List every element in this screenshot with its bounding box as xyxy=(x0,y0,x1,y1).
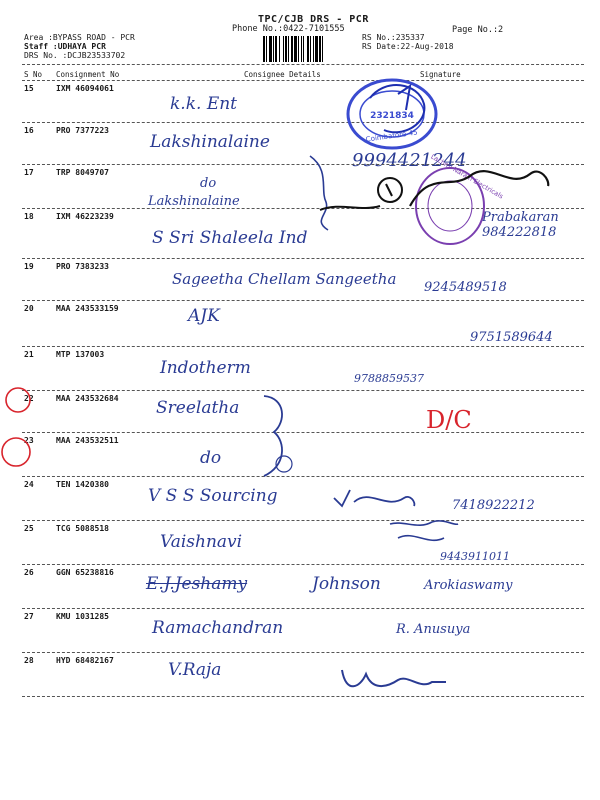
row-divider xyxy=(22,564,584,565)
row-consignment: IXM 46223239 xyxy=(56,212,114,221)
row-sno: 18 xyxy=(24,212,34,221)
row-consignment: HYD 68482167 xyxy=(56,656,114,665)
row-consignment: IXM 46094061 xyxy=(56,84,114,93)
row-sno: 24 xyxy=(24,480,34,489)
row-signature: Arokiaswamy xyxy=(424,578,513,593)
row-divider xyxy=(22,300,584,301)
row-consignee: Vaishnavi xyxy=(160,532,243,552)
barcode xyxy=(262,36,356,62)
row-sno: 23 xyxy=(24,436,34,445)
row-divider xyxy=(22,390,584,391)
row-signature: 9994421244 xyxy=(352,150,467,171)
signature-scribble xyxy=(336,664,456,698)
struck-text: E.J.Jeshamy xyxy=(146,574,248,594)
row-consignee: V.Raja xyxy=(168,660,222,680)
row-sno: 16 xyxy=(24,126,34,135)
stamp-number: 2321834 xyxy=(370,111,414,121)
row-consignee: V S S Sourcing xyxy=(148,486,278,506)
row-signature: 9443911011 xyxy=(440,550,510,563)
row-sno: 28 xyxy=(24,656,34,665)
row-consignee-repeat: Lakshinalaine xyxy=(148,194,240,209)
row-divider xyxy=(22,696,584,697)
header-rule xyxy=(22,64,584,65)
column-rule xyxy=(22,80,584,81)
report-title: TPC/CJB DRS - PCR xyxy=(258,14,369,25)
round-stamp xyxy=(340,74,448,154)
row-consignee: S Sri Shaleela Ind xyxy=(152,228,308,248)
row-consignee: k.k. Ent xyxy=(170,94,238,114)
area-label: Area :BYPASS ROAD - PCR xyxy=(24,33,135,42)
row-consignment: GGN 65238816 xyxy=(56,568,114,577)
row-consignment: TCG 5088518 xyxy=(56,524,109,533)
row-signature: 9788859537 xyxy=(354,372,424,385)
row-signature: 7418922212 xyxy=(452,498,535,513)
row-divider xyxy=(22,258,584,259)
row-consignment: PRO 7377223 xyxy=(56,126,109,135)
signature-scribble xyxy=(384,516,464,552)
row-signature: R. Anusuya xyxy=(396,622,471,637)
row-sno: 17 xyxy=(24,168,34,177)
drs-number: DRS No. :DCJB23533702 xyxy=(24,51,126,60)
phone-number: Phone No.:0422-7101555 xyxy=(232,24,345,34)
row-consignment: MAA 243532684 xyxy=(56,394,119,403)
staff-label: Staff :UDHAYA PCR xyxy=(24,42,106,51)
row-consignee: Sageetha Chellam Sangeetha xyxy=(172,270,397,288)
electricals-stamp-text: Lachmi Narain Electricals xyxy=(429,152,505,201)
row-divider xyxy=(22,346,584,347)
row-consignee: do xyxy=(200,176,217,191)
row-sno: 19 xyxy=(24,262,34,271)
brace-mark xyxy=(256,392,316,482)
row-consignee: Lakshinalaine xyxy=(150,132,270,152)
row-sno: 20 xyxy=(24,304,34,313)
row-divider xyxy=(22,520,584,521)
col-consignment: Consignment No xyxy=(56,70,120,79)
row-consignment: TRP 8049707 xyxy=(56,168,109,177)
row-consignment: MAA 243532511 xyxy=(56,436,119,445)
rs-number: RS No.:235337 xyxy=(362,33,425,42)
row-divider xyxy=(22,122,584,123)
row-sno: 21 xyxy=(24,350,34,359)
row-sno: 26 xyxy=(24,568,34,577)
row-consignee: Sreelatha xyxy=(156,398,240,418)
row-sno: 25 xyxy=(24,524,34,533)
row-divider xyxy=(22,608,584,609)
row-consignment: TEN 1420380 xyxy=(56,480,109,489)
row-sno: 27 xyxy=(24,612,34,621)
row-consignment: MTP 137003 xyxy=(56,350,105,359)
col-sno: S No xyxy=(24,70,43,79)
rs-date: RS Date:22-Aug-2018 xyxy=(362,42,454,51)
row-consignment: PRO 7383233 xyxy=(56,262,109,271)
row-signature: Prabakaran 984222818 xyxy=(482,210,559,240)
row-consignment: MAA 243533159 xyxy=(56,304,119,313)
col-signature: Signature xyxy=(420,70,461,79)
signature-scribble xyxy=(330,484,420,514)
stamp-city: Coimbatore-45 xyxy=(365,128,419,144)
row-consignee: Indotherm xyxy=(160,358,251,378)
row-signature: 9245489518 xyxy=(424,280,507,295)
row-signature: 9751589644 xyxy=(470,330,553,345)
row-consignment: KMU 1031285 xyxy=(56,612,109,621)
red-circles xyxy=(0,384,40,474)
col-consignee: Consignee Details xyxy=(244,70,321,79)
row-consignee: Johnson xyxy=(312,574,381,594)
row-consignee: AJK xyxy=(188,306,220,326)
row-sno: 15 xyxy=(24,84,34,93)
dc-mark: D/C xyxy=(426,406,472,434)
row-divider xyxy=(22,652,584,653)
page-number: Page No.:2 xyxy=(452,25,504,35)
row-consignee: do xyxy=(200,448,222,468)
row-sno: 22 xyxy=(24,394,34,403)
signature-scribble xyxy=(300,150,590,250)
row-consignee: Ramachandran xyxy=(152,618,284,638)
